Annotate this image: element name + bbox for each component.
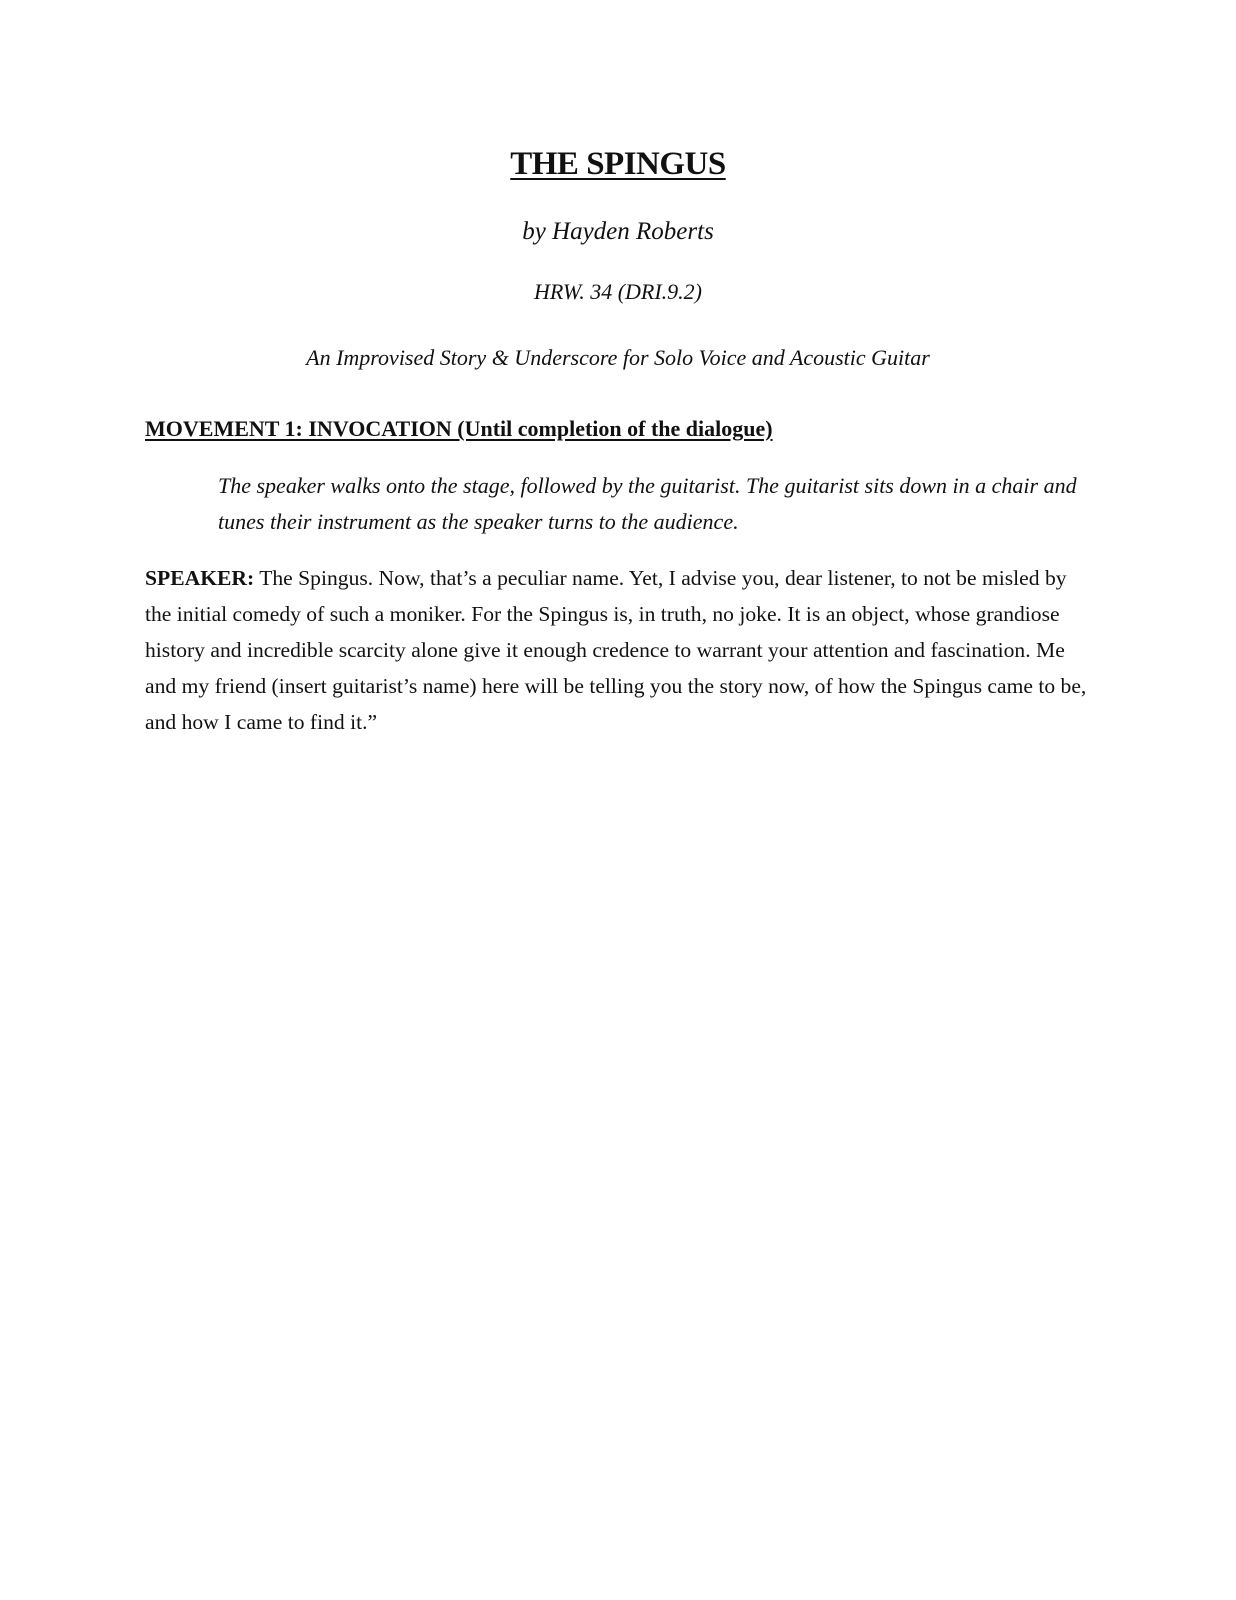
movement-heading: MOVEMENT 1: INVOCATION (Until completion of the dialogue) <box>145 416 773 441</box>
dialogue-paragraph <box>145 560 1095 740</box>
document-title: THE SPINGUS <box>510 146 726 182</box>
speaker-label: SPEAKER: <box>145 566 255 590</box>
dialogue-text: The Spingus. Now, that’s a peculiar name. Yet, I advise you, dear listener, to not be misled by the initial comedy of such a moniker. For the Spingus is, in truth, no joke. It is an object, whose grandiose history and incredible scarcity alone give it enough credence to warrant your attention and fascination. Me and my friend (insert guitarist’s name) here will be telling you the story now, of how the Spingus came to be, and how I came to find it.” <box>145 566 1087 734</box>
stage-direction: The speaker walks onto the stage, followed by the guitarist. The guitarist sits down in a chair and tunes their instrument as the speaker turns to the audience. <box>218 473 1077 534</box>
catalog-number: HRW. 34 (DRI.9.2) <box>533 279 703 304</box>
author-line: by Hayden Roberts <box>522 218 714 245</box>
document-subtitle: An Improvised Story & Underscore for Solo Voice and Acoustic Guitar <box>306 345 930 370</box>
